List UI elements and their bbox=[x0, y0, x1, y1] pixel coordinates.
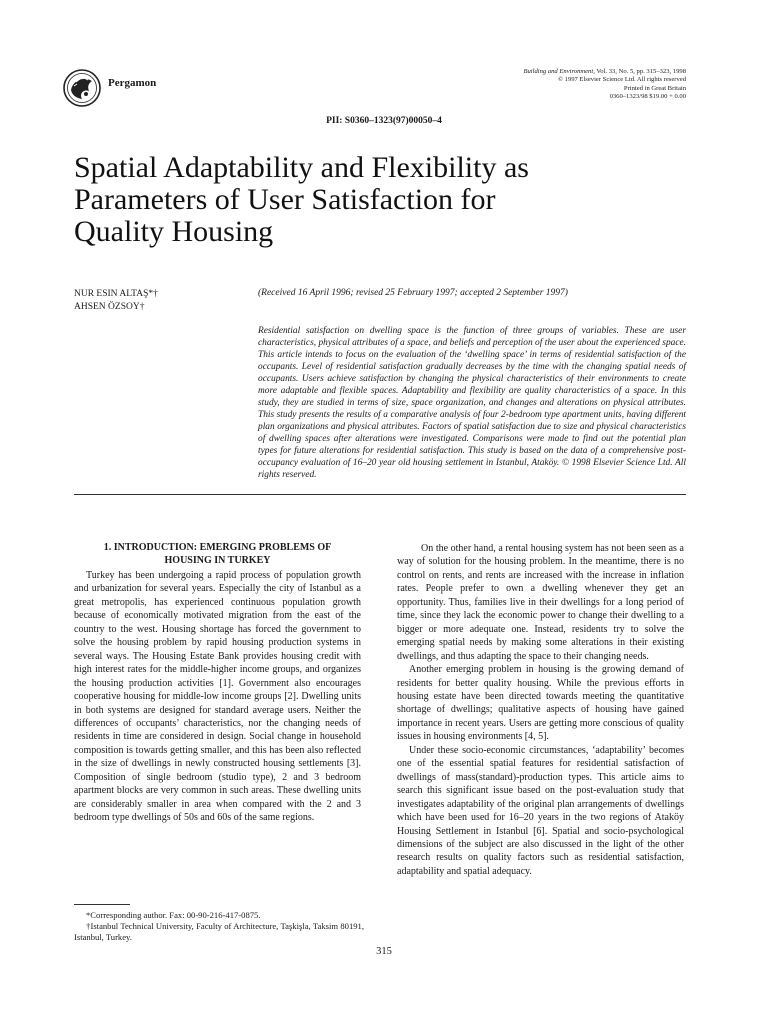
body-paragraph: Under these socio-economic circumstances, ‘adaptability’ becomes one of the essential spatial features for residential satisfaction of dwellings of mass(standard)-production types. This article aims to search this significant issue based on the post-evaluation study that investigates adaptability of the original plan arrangements of dwellings which have been used for 16–20 years in the two regions of Ataköy Housing Settlement in Istanbul [6]. Spatial and socio-psychological dimensions of the subject are also discussed in the light of the other research results on quality factors such as residential satisfaction, adaptability and spatial adequacy. bbox=[397, 744, 684, 877]
publisher-name: Pergamon bbox=[108, 77, 157, 89]
received-dates-text: (Received 16 April 1996; revised 25 February 1997; accepted 2 September 1997) bbox=[258, 288, 568, 298]
journal-citation: , Vol. 33, No. 5, pp. 315–323, 1998 bbox=[593, 68, 686, 75]
pii-identifier: PII: S0360–1323(97)00050–4 bbox=[326, 116, 442, 126]
body-paragraph: Another emerging problem in housing is the growing demand of residents for better quality housing. While the previous efforts in housing estate have been directed towards meeting the quantitative shortage of dwellings; qualitative aspects of housing have gained importance in recent years. Users are getting more conscious of quality issues in housing environments [4, 5]. bbox=[397, 664, 684, 743]
title-line: Spatial Adaptability and Flexibility as bbox=[74, 151, 529, 184]
section-heading-line: HOUSING IN TURKEY bbox=[164, 554, 271, 566]
left-column bbox=[74, 542, 361, 825]
printed-line: Printed in Great Britain bbox=[623, 84, 686, 92]
pergamon-logo-icon bbox=[62, 68, 102, 108]
issn-price-line: 0360–1323/98 $19.00 + 0.00 bbox=[609, 93, 686, 101]
received-dates bbox=[258, 288, 568, 298]
footnote: †Istanbul Technical University, Faculty of Architecture, Taşkişla, Taksim 80191, Istanbul, Turkey. bbox=[74, 921, 364, 942]
author-name: AHSEN ÖZSOY† bbox=[74, 302, 145, 312]
copyright-line: © 1997 Elsevier Science Ltd. All rights reserved bbox=[557, 76, 686, 84]
footnote-divider bbox=[74, 904, 130, 905]
footnote: *Corresponding author. Fax: 00-90-216-417-0875. bbox=[86, 910, 261, 920]
journal-citation-line bbox=[523, 68, 686, 76]
page-number: 315 bbox=[376, 946, 392, 957]
author-name: NUR ESIN ALTAŞ*† bbox=[74, 289, 158, 299]
title-line: Quality Housing bbox=[74, 215, 274, 248]
body-paragraph: On the other hand, a rental housing system has not been seen as a way of solution for the housing problem. In the meantime, there is no control on rents, and rents are increased with the increase in inflation rates. People prefer to own a dwelling whenever they get an opportunity. Thus, families live in their dwellings for a long period of time, since they lack the economic power to change their dwelling to a bigger or more adequate one. Instead, residents try to solve the emerging spatial needs by making some alterations in their existing dwellings, and thus adapting the space to their changing needs. bbox=[397, 543, 684, 662]
article-title bbox=[74, 152, 714, 248]
journal-name: Building and Environment bbox=[523, 68, 594, 75]
title-line: Parameters of User Satisfaction for bbox=[74, 183, 496, 216]
section-heading bbox=[74, 542, 361, 567]
section-heading-line: 1. INTRODUCTION: EMERGING PROBLEMS OF bbox=[103, 542, 332, 553]
author-list bbox=[74, 288, 158, 314]
header-divider bbox=[74, 494, 686, 495]
body-paragraph: Turkey has been undergoing a rapid process of population growth and urbanization for several years. Especially the city of Istanbul as a great metropolis, has experienced continuous population growth because of economically motivated migration from the east of the country to the west. Housing shortage has forced the government to solve the housing problem by rapid housing production systems in several ways. The Housing Estate Bank provides housing credit with high interest rates for the middle-higher income groups, and organizes the housing production activities [1]. Government also encourages cooperative housing for middle-low income groups [2]. Dwelling units in both systems are designed for standard average users. Neither the differences of occupants’ characteristics, nor the changing needs of residents in time are considered in design. Social change in household composition is towards getting smaller, and this has been also reflected in the size of dwellings in newly constructed housing settlements [3]. Composition of single bedroom (studio type), 2 and 3 bedroom apartment blocks are very common in such areas. These dwelling units are considerably smaller in area when compared with the 2 and 3 bedroom type dwellings of 50s and 60s of the same regions. bbox=[74, 570, 361, 824]
journal-info bbox=[523, 68, 686, 102]
right-column bbox=[397, 542, 684, 878]
footnotes bbox=[74, 910, 364, 943]
abstract: Residential satisfaction on dwelling space is the function of three groups of variables. These are user characteristics, physical attributes of a space, and beliefs and perception of the user about the experienced space. This article intends to focus on the evaluation of the ‘dwelling space’ in terms of residential satisfaction of the occupants. Level of residential satisfaction gradually decreases by the time with the changing spatial needs of occupants. Users achieve satisfaction by changing the physical characteristics of their environments to create more adaptable and flexible spaces. Adaptability and flexibility are quality characteristics of a space. In this study, they are studied in terms of size, space organization, and changes and alterations on physical attributes. This study presents the results of a comparative analysis of four 2-bedroom type apartment units, having different plan organizations and physical attributes. Factors of spatial satisfaction due to size and physical characteristics of dwelling spaces after alterations were investigated. Comparisons were made to find out the potential plan types for future alterations for residential satisfaction. This study is based on the data of a comprehensive post-occupancy evaluation of 16–20 year old housing settlement in Istanbul, Ataköy. © 1998 Elsevier Science Ltd. All rights reserved. bbox=[258, 326, 686, 480]
